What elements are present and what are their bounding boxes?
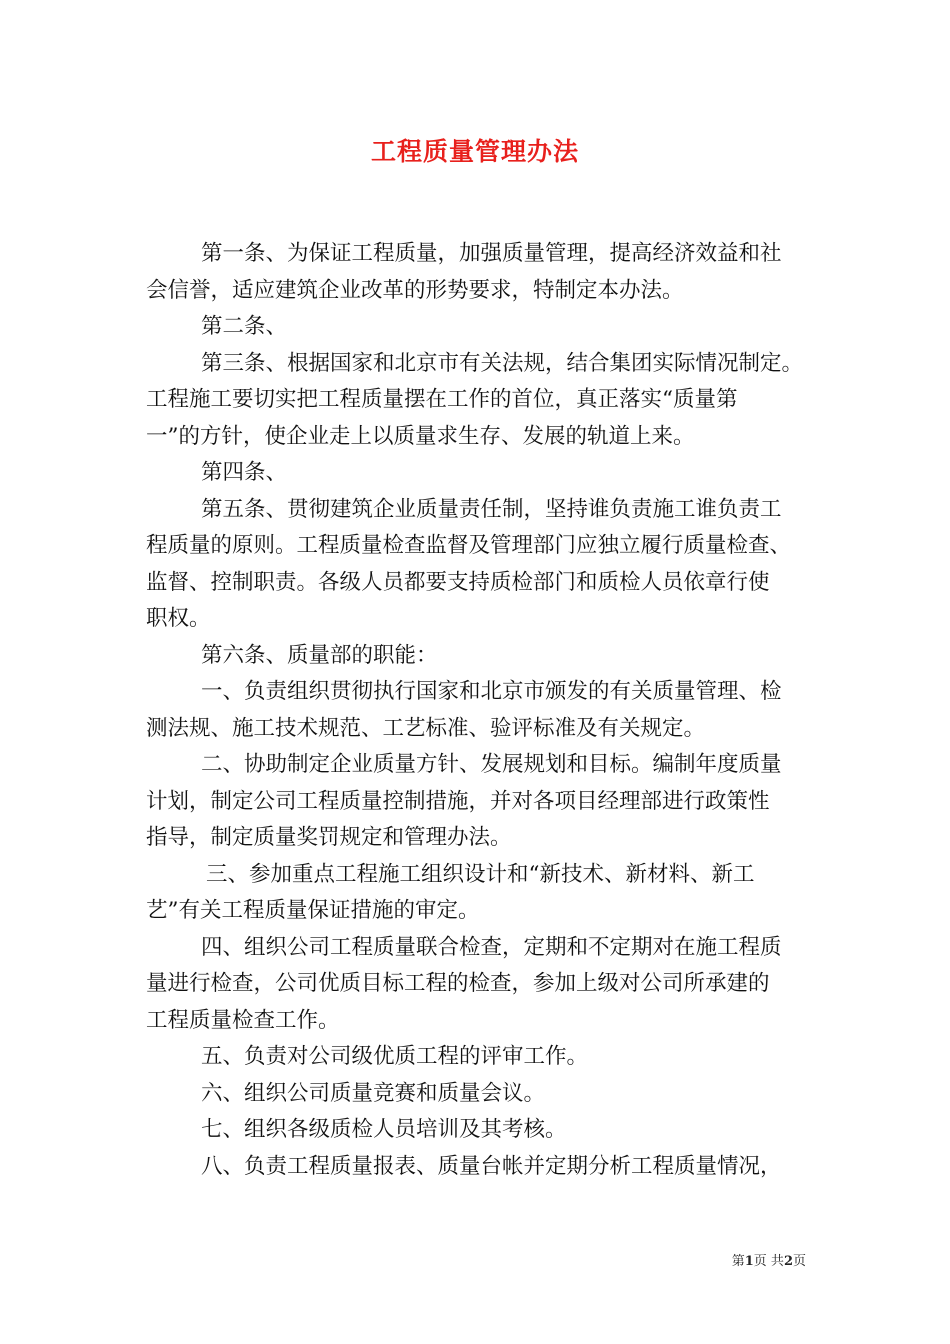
page-number: 1: [744, 1254, 754, 1269]
footer-prefix: 第: [731, 1254, 745, 1269]
paragraph-line: 二、协助制定企业质量方针、发展规划和目标。编制年度质量: [201, 752, 782, 777]
paragraph-line: 三、参加重点工程施工组织设计和“新技术、新材料、新工: [206, 861, 755, 887]
paragraph-line: 监督、控制职责。各级人员都要支持质检部门和质检人员依章行使: [146, 569, 770, 595]
paragraph-line: 职权。: [146, 606, 211, 631]
paragraph-line: 指导，制定质量奖罚规定和管理办法。: [146, 825, 512, 850]
paragraph-line: 六、组织公司质量竞赛和质量会议。: [201, 1080, 546, 1106]
paragraph-line: 量进行检查，公司优质目标工程的检查，参加上级对公司所承建的: [146, 971, 770, 996]
paragraph-line: 程质量的原则。工程质量检查监督及管理部门应独立履行质量检查、: [146, 533, 792, 558]
footer-middle: 页 共: [753, 1254, 784, 1269]
paragraph-line: 七、组织各级质检人员培训及其考核。: [201, 1117, 567, 1142]
paragraph-line: 第六条、质量部的职能：: [201, 642, 438, 668]
paragraph-line: 艺”有关工程质量保证措施的审定。: [146, 898, 480, 923]
paragraph-line: 一、负责组织贯彻执行国家和北京市颁发的有关质量管理、检: [201, 679, 782, 704]
document-title: 工程质量管理办法: [370, 137, 579, 166]
paragraph-line: 第二条、: [201, 314, 288, 339]
paragraph-line: 第五条、贯彻建筑企业质量责任制，坚持谁负责施工谁负责工: [201, 496, 782, 522]
page-footer: [0, 1250, 806, 1269]
paragraph-line: 工程质量检查工作。: [146, 1007, 340, 1033]
paragraph-line: 测法规、施工技术规范、工艺标准、验评标准及有关规定。: [146, 715, 706, 741]
paragraph-line: 计划，制定公司工程质量控制措施，并对各项目经理部进行政策性: [146, 788, 770, 814]
paragraph-line: 五、负责对公司级优质工程的评审工作。: [201, 1044, 589, 1069]
paragraph-line: 四、组织公司工程质量联合检查，定期和不定期对在施工程质: [201, 934, 782, 960]
paragraph-line: 八、负责工程质量报表、质量台帐并定期分析工程质量情况，: [201, 1153, 782, 1179]
footer-suffix: 页: [792, 1254, 806, 1269]
paragraph-line: 第一条、为保证工程质量，加强质量管理，提高经济效益和社: [201, 241, 782, 266]
paragraph-line: 第四条、: [201, 460, 288, 485]
document-body: [146, 236, 810, 1185]
paragraph-line: 第三条、根据国家和北京市有关法规，结合集团实际情况制定。: [201, 350, 804, 376]
paragraph-line: 一”的方针，使企业走上以质量求生存、发展的轨道上来。: [146, 423, 695, 449]
total-pages: 2: [783, 1254, 793, 1269]
paragraph-line: 工程施工要切实把工程质量摆在工作的首位，真正落实“质量第: [146, 387, 738, 412]
paragraph-line: 会信誉，适应建筑企业改革的形势要求，特制定本办法。: [146, 277, 684, 303]
